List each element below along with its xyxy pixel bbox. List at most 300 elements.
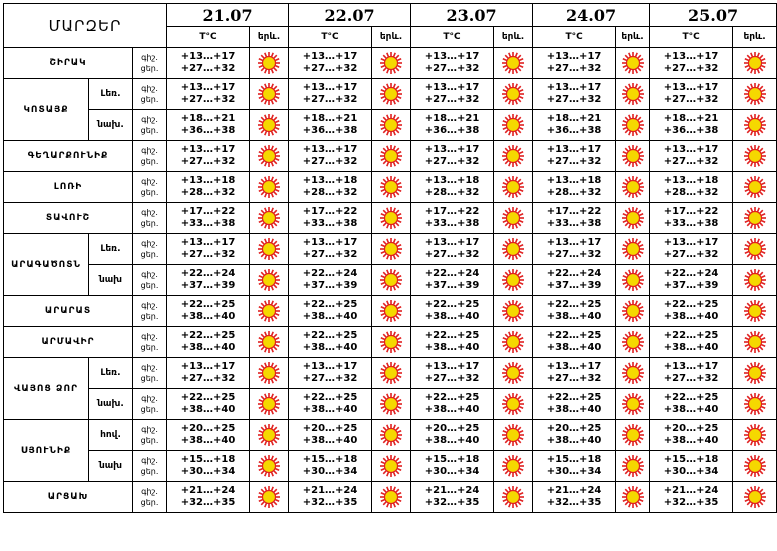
day-label: ցեր. — [140, 157, 159, 166]
day-temp: +27…+32 — [180, 63, 236, 74]
sun-icon — [379, 113, 403, 137]
night-temp: +13…+17 — [663, 144, 719, 155]
temperature-cell — [411, 296, 494, 327]
day-temp: +30…+34 — [424, 466, 480, 477]
night-temp: +13…+17 — [302, 361, 358, 372]
weather-icon-cell — [616, 451, 650, 482]
weather-icon-cell — [733, 79, 777, 110]
night-temp: +17…+22 — [302, 206, 358, 217]
temperature-cell — [533, 79, 616, 110]
temperature-cell — [650, 234, 733, 265]
day-label: ցեր. — [140, 95, 159, 104]
night-temp: +18…+21 — [663, 113, 719, 124]
temperature-cell — [167, 203, 250, 234]
time-labels — [133, 296, 167, 327]
weather-icon-cell — [733, 234, 777, 265]
sun-icon — [621, 237, 645, 261]
weather-icon-cell — [494, 48, 533, 79]
temperature-cell — [289, 79, 372, 110]
night-label: գիշ. — [141, 270, 158, 279]
temperature-cell — [289, 234, 372, 265]
day-temp: +38…+40 — [424, 311, 480, 322]
sun-icon — [501, 485, 525, 509]
day-temp: +37…+39 — [546, 280, 602, 291]
table-row — [4, 234, 777, 265]
time-labels — [133, 420, 167, 451]
night-label: գիշ. — [141, 115, 158, 124]
day-temp: +27…+32 — [663, 373, 719, 384]
night-temp: +22…+25 — [180, 392, 236, 403]
day-temp: +28…+32 — [663, 187, 719, 198]
weather-icon-cell — [372, 141, 411, 172]
table-row — [4, 327, 777, 358]
night-temp: +22…+25 — [180, 330, 236, 341]
weather-icon-cell — [616, 203, 650, 234]
temperature-cell — [167, 296, 250, 327]
day-temp: +38…+40 — [302, 435, 358, 446]
day-label: ցեր. — [140, 219, 159, 228]
weather-icon-cell — [250, 110, 289, 141]
sun-icon — [257, 299, 281, 323]
sun-icon — [379, 423, 403, 447]
sun-icon — [257, 454, 281, 478]
weather-icon-cell — [250, 358, 289, 389]
weather-icon-cell — [494, 451, 533, 482]
time-labels — [133, 203, 167, 234]
sun-icon — [501, 423, 525, 447]
night-temp: +13…+17 — [546, 51, 602, 62]
weather-icon-cell — [372, 265, 411, 296]
day-temp: +27…+32 — [546, 249, 602, 260]
temperature-cell — [533, 110, 616, 141]
zone-name: նախ — [89, 265, 133, 296]
weather-icon-cell — [494, 265, 533, 296]
night-temp: +18…+21 — [180, 113, 236, 124]
night-label: գիշ. — [141, 456, 158, 465]
night-temp: +13…+18 — [663, 175, 719, 186]
temperature-cell — [533, 296, 616, 327]
day-temp: +38…+40 — [180, 435, 236, 446]
weather-icon-cell — [372, 234, 411, 265]
temperature-cell — [289, 327, 372, 358]
weather-icon-cell — [372, 420, 411, 451]
sun-icon — [379, 268, 403, 292]
weather-icon-cell — [733, 482, 777, 513]
zone-name: նախ. — [89, 110, 133, 141]
day-temp: +33…+38 — [663, 218, 719, 229]
temperature-cell — [650, 79, 733, 110]
weather-icon-cell — [616, 420, 650, 451]
time-labels — [133, 265, 167, 296]
night-temp: +21…+24 — [424, 485, 480, 496]
night-temp: +13…+17 — [663, 361, 719, 372]
temperature-cell — [650, 203, 733, 234]
day-temp: +36…+38 — [424, 125, 480, 136]
day-temp: +38…+40 — [546, 404, 602, 415]
day-temp: +27…+32 — [663, 249, 719, 260]
temperature-cell — [167, 110, 250, 141]
zone-name: Լեռ. — [89, 234, 133, 265]
day-temp: +38…+40 — [302, 404, 358, 415]
weather-icon-cell — [616, 358, 650, 389]
weather-icon-cell — [372, 110, 411, 141]
sun-icon — [501, 299, 525, 323]
sun-icon — [379, 299, 403, 323]
night-temp: +13…+17 — [180, 82, 236, 93]
day-temp: +28…+32 — [424, 187, 480, 198]
day-label: ցեր. — [140, 498, 159, 507]
day-temp: +27…+32 — [546, 373, 602, 384]
weather-icon-cell — [372, 48, 411, 79]
sun-icon — [621, 268, 645, 292]
weather-icon-cell — [733, 327, 777, 358]
sun-icon — [621, 485, 645, 509]
day-temp: +33…+38 — [546, 218, 602, 229]
weather-icon-cell — [733, 389, 777, 420]
night-temp: +13…+18 — [180, 175, 236, 186]
sun-icon — [257, 51, 281, 75]
temperature-cell — [411, 327, 494, 358]
night-temp: +22…+25 — [663, 299, 719, 310]
temperature-cell — [533, 451, 616, 482]
date-header: 24.07 — [533, 4, 650, 27]
temperature-cell — [411, 265, 494, 296]
sun-icon — [501, 82, 525, 106]
day-temp: +27…+32 — [546, 156, 602, 167]
weather-icon-cell — [616, 482, 650, 513]
table-row — [4, 265, 777, 296]
day-temp: +27…+32 — [302, 373, 358, 384]
temperature-cell — [411, 172, 494, 203]
date-header: 21.07 — [167, 4, 289, 27]
night-temp: +22…+24 — [663, 268, 719, 279]
day-temp: +27…+32 — [424, 156, 480, 167]
temperature-cell — [289, 482, 372, 513]
day-temp: +30…+34 — [180, 466, 236, 477]
sun-icon — [257, 485, 281, 509]
day-temp: +27…+32 — [180, 94, 236, 105]
night-label: գիշ. — [141, 239, 158, 248]
weather-icon-cell — [494, 79, 533, 110]
weather-icon-cell — [250, 327, 289, 358]
temperature-cell — [411, 141, 494, 172]
night-temp: +20…+25 — [546, 423, 602, 434]
day-temp: +27…+32 — [663, 156, 719, 167]
temp-col-header: T°C — [289, 27, 372, 48]
day-label: ցեր. — [140, 405, 159, 414]
weather-icon-cell — [250, 172, 289, 203]
temperature-cell — [411, 110, 494, 141]
night-temp: +13…+17 — [424, 237, 480, 248]
day-label: ցեր. — [140, 312, 159, 321]
day-temp: +38…+40 — [663, 435, 719, 446]
temperature-cell — [533, 420, 616, 451]
table-row — [4, 358, 777, 389]
day-temp: +27…+32 — [302, 156, 358, 167]
region-name: ԱՐԱՐԱՏ — [4, 296, 133, 327]
weather-icon-cell — [616, 79, 650, 110]
weather-icon-cell — [494, 172, 533, 203]
zone-name: Լեռ. — [89, 79, 133, 110]
temp-col-header: T°C — [650, 27, 733, 48]
sun-icon — [379, 206, 403, 230]
night-label: գիշ. — [141, 394, 158, 403]
night-temp: +13…+18 — [424, 175, 480, 186]
day-temp: +38…+40 — [302, 342, 358, 353]
icon-col-header: երև. — [733, 27, 777, 48]
day-temp: +28…+32 — [546, 187, 602, 198]
day-temp: +27…+32 — [663, 94, 719, 105]
temperature-cell — [650, 141, 733, 172]
temperature-cell — [533, 389, 616, 420]
sun-icon — [257, 268, 281, 292]
temperature-cell — [167, 389, 250, 420]
sun-icon — [743, 423, 767, 447]
sun-icon — [743, 485, 767, 509]
temperature-cell — [650, 451, 733, 482]
night-temp: +15…+18 — [302, 454, 358, 465]
temperature-cell — [533, 358, 616, 389]
temperature-cell — [289, 203, 372, 234]
date-header: 23.07 — [411, 4, 533, 27]
weather-icon-cell — [494, 203, 533, 234]
time-labels — [133, 482, 167, 513]
day-temp: +38…+40 — [424, 404, 480, 415]
day-temp: +38…+40 — [180, 342, 236, 353]
day-label: ցեր. — [140, 126, 159, 135]
weather-icon-cell — [494, 234, 533, 265]
day-temp: +37…+39 — [663, 280, 719, 291]
sun-icon — [501, 206, 525, 230]
weather-icon-cell — [733, 296, 777, 327]
time-labels — [133, 172, 167, 203]
table-row — [4, 172, 777, 203]
night-temp: +13…+17 — [302, 237, 358, 248]
temp-col-header: T°C — [167, 27, 250, 48]
day-temp: +33…+38 — [302, 218, 358, 229]
night-temp: +17…+22 — [663, 206, 719, 217]
sun-icon — [257, 361, 281, 385]
time-labels — [133, 79, 167, 110]
weather-icon-cell — [494, 327, 533, 358]
day-temp: +38…+40 — [663, 404, 719, 415]
day-temp: +27…+32 — [302, 94, 358, 105]
weather-icon-cell — [372, 482, 411, 513]
day-temp: +32…+35 — [180, 497, 236, 508]
sun-icon — [621, 206, 645, 230]
temperature-cell — [650, 482, 733, 513]
table-row — [4, 389, 777, 420]
weather-icon-cell — [733, 203, 777, 234]
temperature-cell — [533, 203, 616, 234]
date-header: 25.07 — [650, 4, 777, 27]
icon-col-header: երև. — [372, 27, 411, 48]
weather-icon-cell — [372, 451, 411, 482]
sun-icon — [743, 144, 767, 168]
weather-icon-cell — [372, 358, 411, 389]
day-temp: +27…+32 — [424, 249, 480, 260]
night-temp: +22…+25 — [302, 392, 358, 403]
day-temp: +36…+38 — [302, 125, 358, 136]
night-temp: +21…+24 — [663, 485, 719, 496]
night-temp: +22…+24 — [302, 268, 358, 279]
sun-icon — [379, 485, 403, 509]
night-label: գիշ. — [141, 177, 158, 186]
day-temp: +27…+32 — [180, 373, 236, 384]
night-temp: +20…+25 — [180, 423, 236, 434]
weather-icon-cell — [494, 358, 533, 389]
day-temp: +30…+34 — [302, 466, 358, 477]
night-temp: +22…+25 — [663, 392, 719, 403]
forecast-table — [3, 3, 777, 513]
weather-icon-cell — [494, 482, 533, 513]
sun-icon — [257, 175, 281, 199]
weather-icon-cell — [733, 141, 777, 172]
temp-col-header: T°C — [533, 27, 616, 48]
weather-icon-cell — [733, 358, 777, 389]
weather-icon-cell — [372, 203, 411, 234]
night-temp: +21…+24 — [302, 485, 358, 496]
zone-name: Լեռ. — [89, 358, 133, 389]
sun-icon — [379, 237, 403, 261]
region-name: ՎԱՅՈՑ ՁՈՐ — [4, 358, 89, 420]
day-temp: +38…+40 — [424, 435, 480, 446]
weather-icon-cell — [250, 451, 289, 482]
temperature-cell — [167, 482, 250, 513]
temperature-cell — [167, 79, 250, 110]
time-labels — [133, 110, 167, 141]
night-temp: +17…+22 — [546, 206, 602, 217]
night-temp: +15…+18 — [180, 454, 236, 465]
day-label: ցեր. — [140, 374, 159, 383]
temperature-cell — [167, 420, 250, 451]
icon-col-header: երև. — [616, 27, 650, 48]
temperature-cell — [650, 296, 733, 327]
sun-icon — [501, 237, 525, 261]
temperature-cell — [411, 482, 494, 513]
day-temp: +27…+32 — [302, 249, 358, 260]
night-temp: +13…+17 — [302, 51, 358, 62]
weather-icon-cell — [372, 172, 411, 203]
weather-icon-cell — [733, 110, 777, 141]
night-temp: +13…+18 — [546, 175, 602, 186]
temperature-cell — [533, 482, 616, 513]
night-temp: +13…+17 — [546, 82, 602, 93]
temperature-cell — [411, 79, 494, 110]
sun-icon — [257, 392, 281, 416]
day-label: ցեր. — [140, 281, 159, 290]
day-temp: +38…+40 — [546, 311, 602, 322]
day-temp: +36…+38 — [663, 125, 719, 136]
temperature-cell — [411, 234, 494, 265]
temperature-cell — [411, 420, 494, 451]
sun-icon — [743, 51, 767, 75]
day-temp: +33…+38 — [424, 218, 480, 229]
day-label: ցեր. — [140, 250, 159, 259]
day-temp: +38…+40 — [180, 311, 236, 322]
sun-icon — [621, 113, 645, 137]
night-temp: +21…+24 — [546, 485, 602, 496]
night-temp: +20…+25 — [663, 423, 719, 434]
sun-icon — [501, 330, 525, 354]
time-labels — [133, 327, 167, 358]
time-labels — [133, 234, 167, 265]
zone-name: նախ — [89, 451, 133, 482]
weather-icon-cell — [494, 110, 533, 141]
temperature-cell — [411, 358, 494, 389]
region-name: ԱՐՑԱԽ — [4, 482, 133, 513]
night-label: գիշ. — [141, 53, 158, 62]
weather-icon-cell — [250, 141, 289, 172]
night-temp: +13…+17 — [302, 144, 358, 155]
temperature-cell — [411, 48, 494, 79]
day-temp: +27…+32 — [663, 63, 719, 74]
night-temp: +22…+25 — [546, 299, 602, 310]
sun-icon — [379, 361, 403, 385]
sun-icon — [257, 144, 281, 168]
day-temp: +38…+40 — [302, 311, 358, 322]
sun-icon — [743, 392, 767, 416]
table-row — [4, 48, 777, 79]
table-row — [4, 110, 777, 141]
region-name: ՏԱՎՈՒՇ — [4, 203, 133, 234]
weather-icon-cell — [372, 79, 411, 110]
sun-icon — [621, 454, 645, 478]
night-temp: +13…+17 — [180, 144, 236, 155]
sun-icon — [501, 392, 525, 416]
temperature-cell — [533, 234, 616, 265]
day-temp: +36…+38 — [546, 125, 602, 136]
weather-icon-cell — [372, 296, 411, 327]
day-temp: +38…+40 — [546, 435, 602, 446]
temperature-cell — [167, 265, 250, 296]
sun-icon — [743, 299, 767, 323]
region-name: ԼՈՌԻ — [4, 172, 133, 203]
day-temp: +27…+32 — [302, 63, 358, 74]
weather-icon-cell — [733, 48, 777, 79]
night-temp: +22…+25 — [424, 392, 480, 403]
temperature-cell — [289, 48, 372, 79]
temperature-cell — [650, 389, 733, 420]
sun-icon — [501, 144, 525, 168]
weather-icon-cell — [616, 141, 650, 172]
icon-col-header: երև. — [250, 27, 289, 48]
day-label: ցեր. — [140, 343, 159, 352]
temperature-cell — [411, 451, 494, 482]
weather-icon-cell — [616, 234, 650, 265]
weather-icon-cell — [733, 420, 777, 451]
day-label: ցեր. — [140, 64, 159, 73]
region-name: ԳԵՂԱՐՔՈՒՆԻՔ — [4, 141, 133, 172]
night-temp: +13…+17 — [663, 82, 719, 93]
night-temp: +17…+22 — [180, 206, 236, 217]
sun-icon — [501, 454, 525, 478]
night-label: գիշ. — [141, 363, 158, 372]
night-temp: +13…+17 — [180, 361, 236, 372]
temperature-cell — [533, 172, 616, 203]
day-temp: +28…+32 — [180, 187, 236, 198]
sun-icon — [743, 454, 767, 478]
zone-name: նախ. — [89, 389, 133, 420]
night-temp: +20…+25 — [302, 423, 358, 434]
day-temp: +28…+32 — [302, 187, 358, 198]
temperature-cell — [650, 110, 733, 141]
night-temp: +13…+17 — [546, 361, 602, 372]
day-temp: +30…+34 — [546, 466, 602, 477]
temperature-cell — [650, 48, 733, 79]
sun-icon — [621, 51, 645, 75]
day-temp: +27…+32 — [180, 156, 236, 167]
